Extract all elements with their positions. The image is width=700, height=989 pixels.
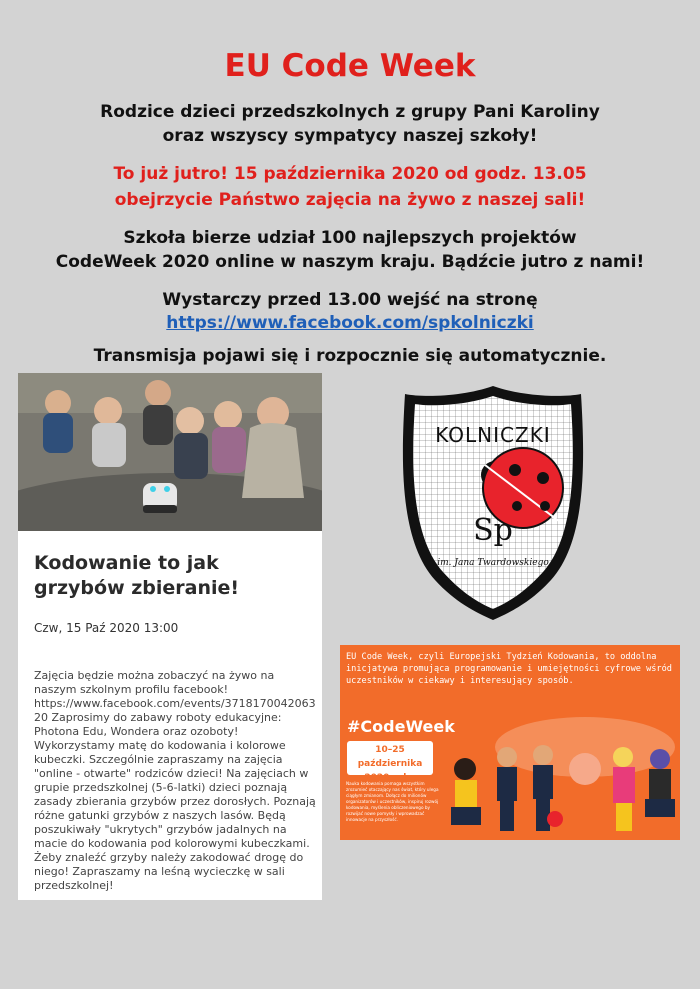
- banner-illustration: [445, 707, 680, 840]
- banner-hashtag: #CodeWeek: [347, 717, 455, 736]
- logo-initials: Sp: [473, 513, 513, 548]
- instruction-text: Wystarczy przed 13.00 wejść na stronę: [162, 290, 538, 310]
- banner-year: 2020 roku: [364, 773, 416, 783]
- info-line-2: CodeWeek 2020 online w naszym kraju. Bądźcie jutro z nami!: [55, 252, 645, 272]
- page-title: EU Code Week: [224, 48, 476, 84]
- banner-intro: EU Code Week, czyli Europejski Tydzień Kodowania, to oddolna inicjatywa promująca programowanie i umiejętności cyfrowe wśród uczestników w ciekawy i interesujący sposób.: [346, 652, 672, 686]
- greeting-line-1: Rodzice dzieci przedszkolnych z grupy Pani Karoliny: [100, 102, 600, 122]
- event-date: Czw, 15 Paź 2020 13:00: [34, 621, 179, 635]
- greeting-line-2: oraz wszyscy sympatycy naszej szkoły!: [162, 126, 538, 146]
- event-title: Kodowanie to jak grzybów zbieranie!: [34, 552, 240, 599]
- footer-note: Transmisja pojawi się i rozpocznie się automatycznie.: [93, 346, 607, 366]
- event-photo: [18, 373, 322, 531]
- info-line-1: Szkoła bierze udział 100 najlepszych projektów: [123, 228, 577, 248]
- codeweek-banner: [340, 645, 680, 840]
- alert-line-2: obejrzycie Państwo zajęcia na żywo z naszej sali!: [114, 190, 586, 210]
- school-logo: [395, 380, 591, 624]
- banner-date-badge: [347, 741, 433, 783]
- logo-patron: im. Jana Twardowskiego: [437, 558, 549, 568]
- banner-small-text: Nauka kodowania pomaga wszystkim zrozumieć otaczający nas świat, który ulega ciągłym zmianom. Dołącz do milionów organizatorów i uczestników, inspiruj rozwój kodowania, myślenia obliczeniowego by rozwijać nowe pomysły i wprowadzać innowacje na przyszłość.: [346, 781, 439, 822]
- logo-name: KOLNICZKI: [435, 423, 551, 447]
- facebook-link[interactable]: https://www.facebook.com/spkolniczki: [166, 313, 534, 333]
- event-card: [18, 373, 322, 900]
- alert-line-1: To już jutro! 15 października 2020 od godz. 13.05: [113, 164, 587, 184]
- event-description: Zajęcia będzie można zobaczyć na żywo na naszym szkolnym profilu facebook! https://www.facebook.com/events/371817004206320 Zaprosimy do zabawy roboty edukacyjne: Photona Edu, Wondera oraz ozoboty! Wykorzystamy matę do kodowania i kolorowe kubeczki. Szczególnie zapraszamy na zajęcia "online - otwarte" rodziców dzieci! Na zajęciach w grupie przedszkolnej (5-6-latki) dzieci poznają zasady zbierania grzybów przez dorosłych. Poznają różne gatunki grzybów z naszych lasów. Będą poszukiwały "ukrytych" grzybów jadalnych na macie do kodowania pod kolorowymi kubeczkami. Żeby znaleźć grzyby należy zakodować drogę do niego! Zapraszamy na leśną wycieczkę w sali przedszkolnej!: [34, 669, 316, 892]
- banner-date-range: 10–25 października: [357, 745, 423, 769]
